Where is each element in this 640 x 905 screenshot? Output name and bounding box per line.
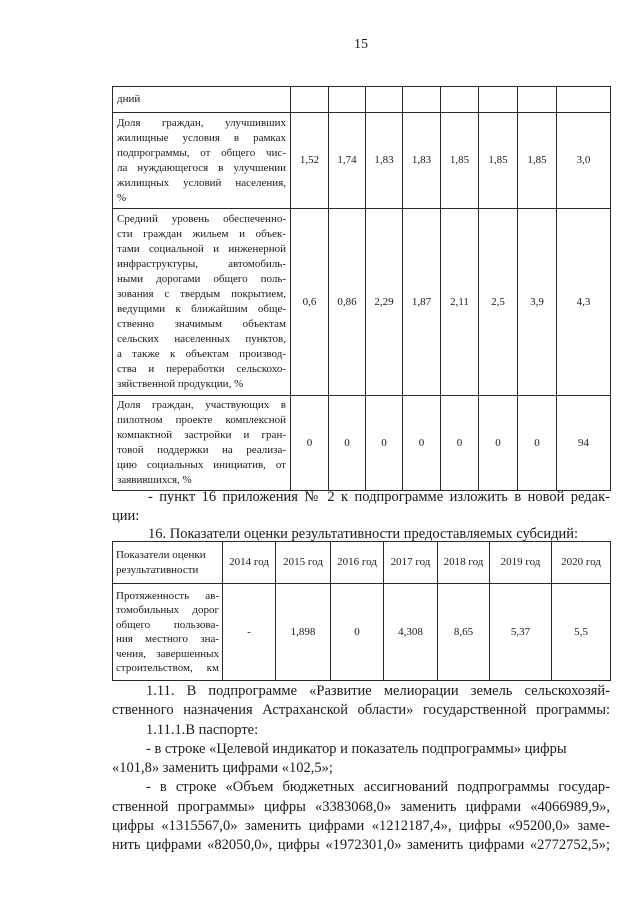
- table-cell-value: 1,85: [479, 113, 518, 209]
- cell-text-line: цию социальных инициатив, от: [117, 459, 286, 471]
- text-line: цифры «1315567,0» заменить цифрами «1212187,4», цифры «95200,0» заме-: [112, 818, 610, 835]
- table-header-year: 2020 год: [552, 542, 611, 584]
- table-cell-value: 2,5: [479, 209, 518, 396]
- table-cell-value: 1,74: [329, 113, 366, 209]
- section-1-11: [112, 682, 610, 856]
- cell-text-line: ведущими к ближайшим обще-: [117, 303, 286, 315]
- table-cell-value: 0: [366, 396, 403, 491]
- cell-text-line: Протяженность ав-: [116, 589, 219, 602]
- table-header-year: 2018 год: [438, 542, 490, 584]
- text-line: - в строке «Целевой индикатор и показатель подпрограммы» цифры: [146, 740, 567, 757]
- table-cell-value: 0: [518, 396, 557, 491]
- table-cell-value: 0: [403, 396, 441, 491]
- cell-text-line: инфраструктуры, автомобиль-: [117, 258, 286, 270]
- table-header-row: [113, 542, 611, 584]
- cell-text-line: товой поддержки на реализа-: [117, 444, 286, 456]
- text-line: нить цифрами «82050,0», цифры «1972301,0» заменить цифрами «2772752,5»;: [112, 837, 610, 854]
- cell-text-line: результативности: [116, 563, 199, 576]
- table-cell-value: 0: [441, 396, 479, 491]
- table-cell-value: 1,83: [366, 113, 403, 209]
- table-cell-value: 8,65: [438, 584, 490, 681]
- cell-text-line: зяйственной продукции, %: [117, 378, 244, 390]
- table-header-year: 2016 год: [331, 542, 384, 584]
- table-cell-label: [113, 209, 291, 396]
- table-row: [113, 87, 611, 113]
- cell-text-line: компактной застройки и гран-: [117, 429, 286, 441]
- table-cell-value: [479, 87, 518, 113]
- cell-text-line: ла нуждающегося в улучшении: [117, 161, 286, 174]
- table-cell-value: 1,85: [441, 113, 479, 209]
- table-header-year: 2014 год: [223, 542, 276, 584]
- cell-text-line: ными дорогами общего поль-: [117, 273, 286, 285]
- table-cell-value: 2,29: [366, 209, 403, 396]
- table-cell-value: [518, 87, 557, 113]
- table-cell-value: 1,85: [518, 113, 557, 209]
- table-cell-value: 0: [291, 396, 329, 491]
- cell-text-line: пилотном проекте комплексной: [117, 414, 286, 426]
- table-cell-value: 94: [557, 396, 611, 491]
- cell-text-line: жилищные условия в рамках: [117, 131, 286, 144]
- page-number: 15: [354, 37, 368, 52]
- table-cell-value: 4,3: [557, 209, 611, 396]
- cell-text-line: Доля граждан, улучшивших: [117, 116, 286, 129]
- table-header-year: 2017 год: [384, 542, 438, 584]
- table-cell-value: 0,86: [329, 209, 366, 396]
- table-cell-value: [441, 87, 479, 113]
- cell-text-line: чения, завершенных: [116, 647, 219, 660]
- table-cell-value: 2,11: [441, 209, 479, 396]
- cell-text-line: заявившихся, %: [117, 474, 192, 486]
- cell-text-line: сти граждан жильем и объек-: [117, 228, 286, 240]
- cell-text-line: подпрограммы, от общего чис-: [117, 146, 286, 159]
- cell-text-line: дний: [117, 93, 141, 105]
- cell-text-line: а также к объектам производ-: [117, 348, 286, 360]
- cell-text-line: томобильных дорог: [116, 604, 219, 616]
- text-line: - в строке «Объем бюджетных ассигнований подпрограммы государ-: [146, 779, 610, 796]
- table-cell-value: 5,37: [490, 584, 552, 681]
- cell-text-line: сельских населенных пунктов,: [117, 333, 286, 345]
- table-body: [113, 542, 611, 681]
- text-line: «101,8» заменить цифрами «102,5»;: [112, 760, 333, 777]
- text-line: - пункт 16 приложения № 2 к подпрограмме изложить в новой редак-: [148, 489, 610, 505]
- cell-text-line: Доля граждан, участвующих в: [117, 399, 286, 411]
- indicators-table: [112, 86, 611, 491]
- amendment-paragraph: [112, 488, 610, 527]
- table-cell-value: 5,5: [552, 584, 611, 681]
- table-row: [113, 209, 611, 396]
- cell-text-line: общего пользова-: [116, 618, 219, 631]
- cell-text-line: ства и переработки сельскохо-: [117, 363, 286, 375]
- cell-text-line: Средний уровень обеспеченно-: [117, 213, 286, 225]
- table-body: [113, 87, 611, 491]
- table-cell-value: 0: [331, 584, 384, 681]
- table-row: [113, 584, 611, 681]
- table-cell-value: [557, 87, 611, 113]
- table-cell-label: [113, 396, 291, 491]
- table-cell-label: [113, 542, 223, 584]
- table-header-year: 2015 год: [276, 542, 331, 584]
- subsidy-results-table: [112, 541, 611, 681]
- table-cell-value: 3,0: [557, 113, 611, 209]
- table-cell-value: 1,52: [291, 113, 329, 209]
- text-line: 1.11.1.В паспорте:: [146, 721, 259, 738]
- table-cell-label: [113, 87, 291, 113]
- table-cell-label: [113, 113, 291, 209]
- cell-text-line: строительством, км: [116, 662, 219, 674]
- cell-text-line: тами социальной и инженерной: [117, 243, 286, 255]
- cell-text-line: %: [117, 191, 127, 204]
- table-cell-value: 1,898: [276, 584, 331, 681]
- table-cell-label: [113, 584, 223, 681]
- table-cell-value: 0,6: [291, 209, 329, 396]
- table-caption: 16. Показатели оценки результативности предоставляемых субсидий:: [148, 526, 579, 542]
- table-cell-value: 0: [329, 396, 366, 491]
- table-header-year: 2019 год: [490, 542, 552, 584]
- table-cell-value: 1,83: [403, 113, 441, 209]
- cell-text-line: ния местного зна-: [116, 633, 219, 645]
- table-cell-value: -: [223, 584, 276, 681]
- table-cell-value: [329, 87, 366, 113]
- table-cell-value: 3,9: [518, 209, 557, 396]
- cell-text-line: ственно значимым объектам: [117, 318, 286, 330]
- text-line: ции:: [112, 508, 140, 525]
- table-cell-value: [291, 87, 329, 113]
- table-cell-value: [366, 87, 403, 113]
- text-line: ственного назначения Астраханской области» государственной программы:: [112, 702, 610, 719]
- text-line: 1.11. В подпрограмме «Развитие мелиорации земель сельскохозяй-: [146, 683, 610, 699]
- text-line: ственной программы» цифры «3383068,0» заменить цифрами «4066989,9»,: [112, 798, 610, 815]
- table-cell-value: 1,87: [403, 209, 441, 396]
- cell-text-line: Показатели оценки: [116, 549, 206, 561]
- table-row: [113, 113, 611, 209]
- table-cell-value: 4,308: [384, 584, 438, 681]
- table-cell-value: 0: [479, 396, 518, 491]
- table-row: [113, 396, 611, 491]
- table-cell-value: [403, 87, 441, 113]
- cell-text-line: зования с твердым покрытием,: [117, 288, 286, 300]
- cell-text-line: жилищных условий населения,: [117, 176, 286, 189]
